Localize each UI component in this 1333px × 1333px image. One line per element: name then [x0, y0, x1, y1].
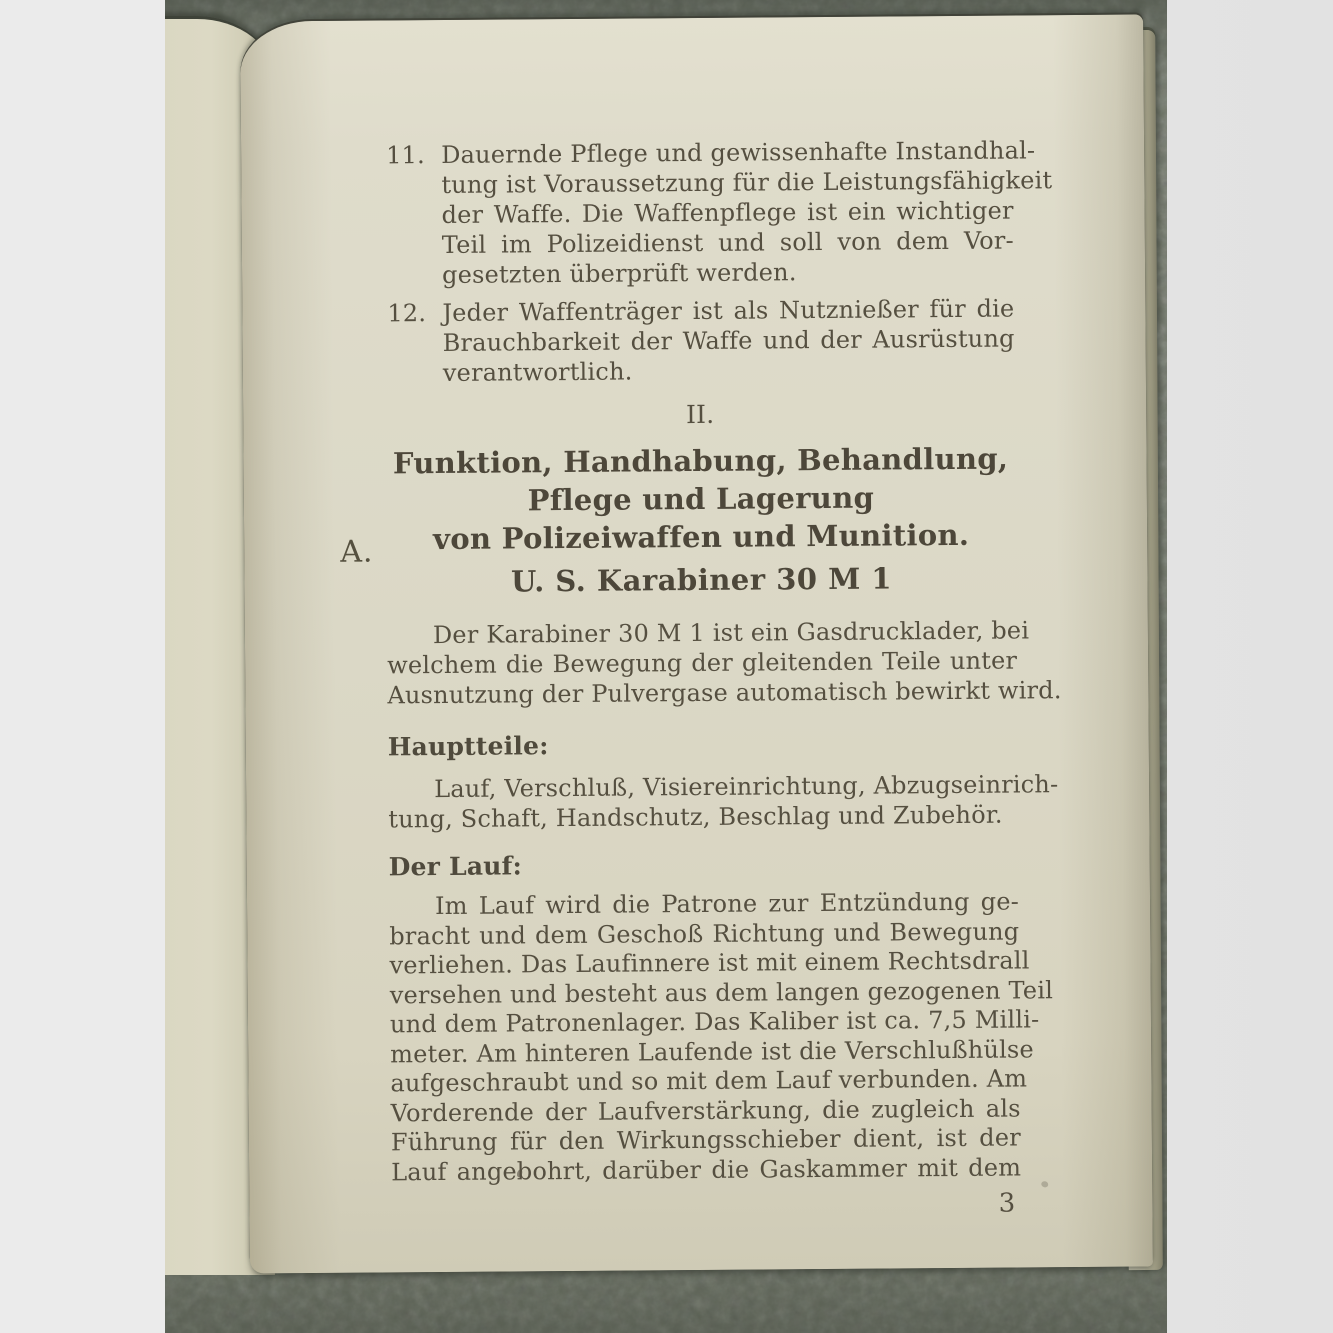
barrel-paragraph: [389, 887, 1054, 1187]
parts-paragraph: [388, 769, 1059, 834]
list-item-11: [383, 135, 1053, 290]
text-line: welchem die Bewegung der gleitenden Teile unter: [387, 646, 1018, 680]
text-line: tung ist Voraussetzung für die Leistungsfähigkeit: [441, 166, 1053, 199]
text-line: Vorderende der Laufverstärkung, die zugleich als: [390, 1093, 1021, 1127]
list-item-text: [441, 135, 1053, 289]
text-line: Dauernde Pflege und gewissenhafte Instandhal-: [441, 136, 1036, 169]
parts-heading: Hauptteile:: [387, 731, 549, 762]
section-numeral: II.: [685, 399, 715, 430]
list-marker: 12.: [387, 299, 427, 328]
text-line: Lauf, Verschluß, Visiereinrichtung, Abzugseinrich-: [434, 770, 1059, 804]
chapter-heading: [385, 439, 1016, 558]
text-line: gesetzten überprüft werden.: [441, 258, 797, 289]
list-marker: 11.: [386, 141, 426, 170]
text-line: Brauchbarkeit der Waffe und der Ausrüstung: [442, 324, 1015, 357]
list-item-text: [442, 293, 1015, 387]
text-line: Pflege und Lagerung: [527, 480, 875, 518]
right-page: [240, 14, 1153, 1273]
text-line: meter. Am hinteren Laufende ist die Verschlußhülse: [390, 1034, 1035, 1068]
page-number: 3: [998, 1188, 1016, 1219]
sub-heading: U. S. Karabiner 30 M 1: [510, 561, 893, 599]
text-line: verliehen. Das Laufinnere ist mit einem Rechtsdrall: [389, 946, 1030, 980]
list-item-12: [384, 293, 1015, 388]
paper-smudge: [1041, 1180, 1049, 1188]
page-text-block: [383, 135, 1062, 1223]
text-line: von Polizeiwaffen und Munition.: [432, 517, 970, 557]
text-line: Der Karabiner 30 M 1 ist ein Gasdrucklader, bei: [432, 616, 1030, 650]
text-line: bracht und dem Geschoß Richtung und Bewegung: [389, 916, 1020, 950]
text-line: Im Lauf wird die Patrone zur Entzündung ge-: [434, 887, 1020, 921]
text-line: der Waffe. Die Waffenpflege ist ein wichtiger: [441, 196, 1014, 229]
text-line: Lauf angebohrt, darüber die Gaskammer mit dem: [391, 1152, 1022, 1186]
text-line: und dem Patronenlager. Das Kaliber ist ca. 7,5 Milli-: [389, 1005, 1040, 1039]
intro-paragraph: [387, 615, 1062, 710]
text-line: versehen und besteht aus dem langen gezogenen Teil: [389, 975, 1054, 1009]
book-photo: [165, 0, 1167, 1333]
text-line: Jeder Waffenträger ist als Nutznießer für die: [442, 294, 1015, 327]
text-line: aufgeschraubt und so mit dem Lauf verbunden. Am: [390, 1064, 1028, 1098]
text-line: verantwortlich.: [442, 357, 633, 387]
text-line: tung, Schaft, Handschutz, Beschlag und Zubehör.: [388, 800, 1003, 834]
text-line: Ausnutzung der Pulvergase automatisch bewirkt wird.: [387, 676, 1062, 710]
barrel-heading: Der Lauf:: [388, 851, 523, 882]
margin-letter: A.: [340, 534, 374, 570]
text-line: Teil im Polizeidienst und soll von dem Vor-: [441, 226, 1014, 259]
text-line: Funktion, Handhabung, Behandlung,: [392, 441, 1009, 481]
text-line: Führung für den Wirkungsschieber dient, ist der: [390, 1123, 1021, 1157]
